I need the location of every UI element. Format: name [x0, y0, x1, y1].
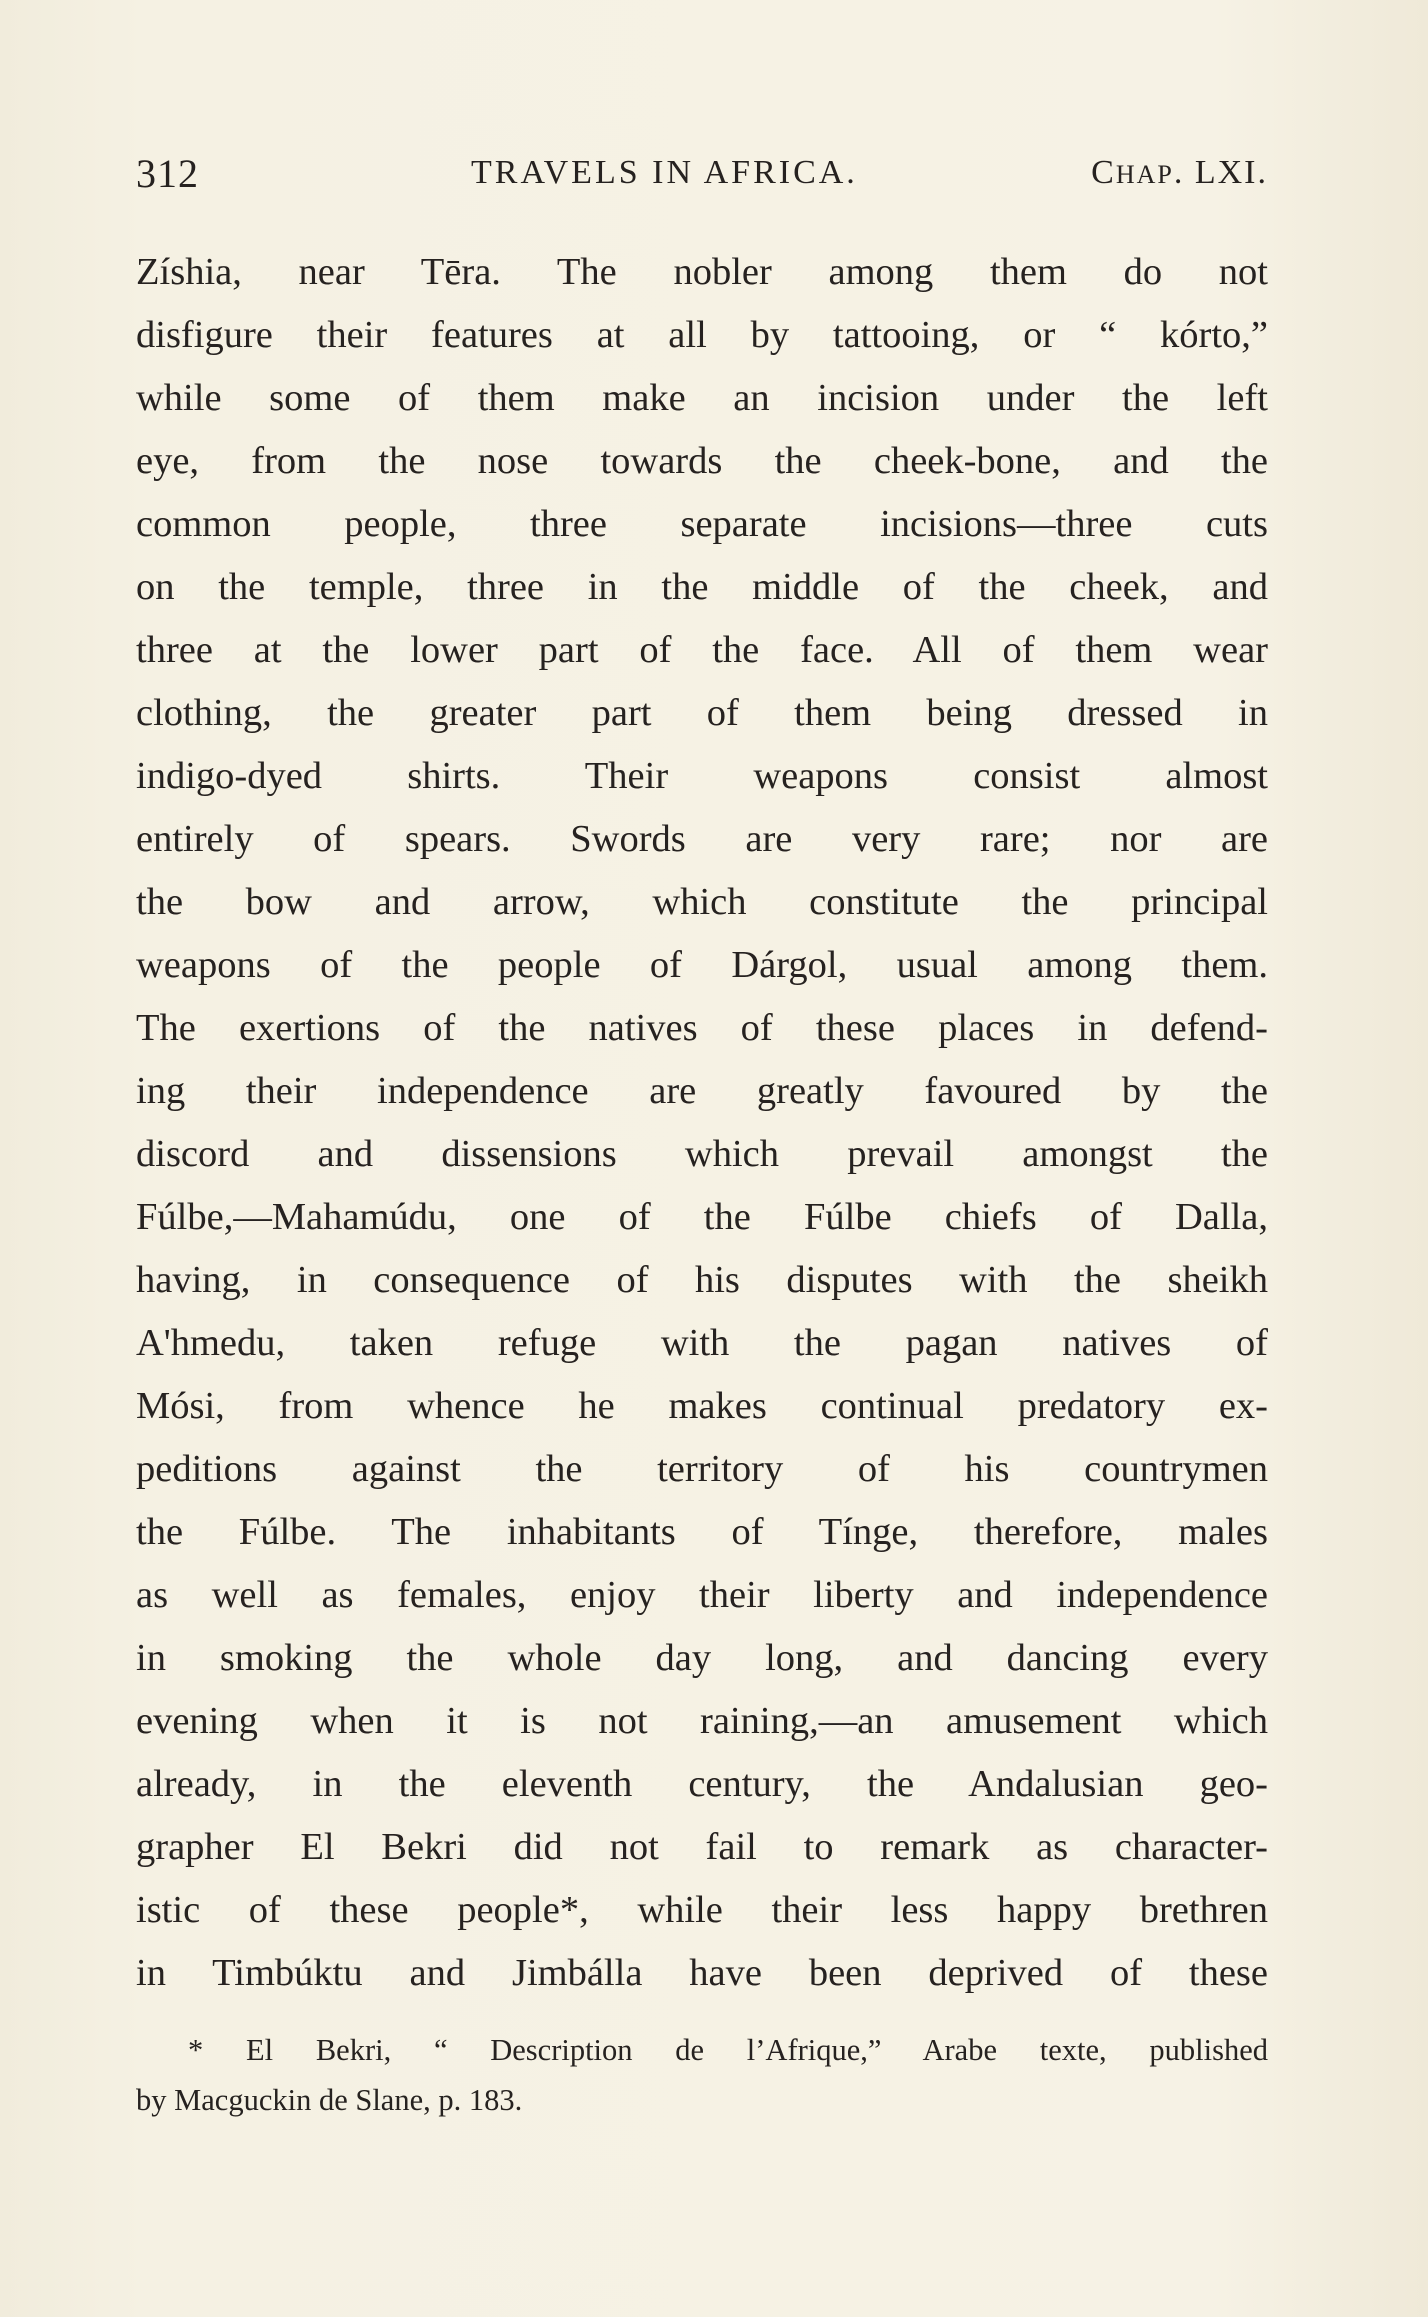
page-number: 312	[136, 151, 199, 196]
text-line: as well as females, enjoy their liberty and independence	[136, 1574, 1268, 1616]
footnote-line: by Macguckin de Slane, p. 183.	[136, 2083, 523, 2117]
text-line: disfigure their features at all by tattooing, or “ kórto,”	[136, 314, 1268, 356]
text-line: on the temple, three in the middle of the cheek, and	[136, 566, 1268, 608]
chapter-label	[1091, 154, 1268, 192]
text-line: the Fúlbe. The inhabitants of Tínge, therefore, males	[136, 1511, 1268, 1553]
text-line: in Timbúktu and Jimbálla have been deprived of these	[136, 1952, 1268, 1994]
body-text	[136, 241, 1268, 2005]
text-line: while some of them make an incision under the left	[136, 377, 1268, 419]
text-line: indigo-dyed shirts. Their weapons consist almost	[136, 755, 1268, 797]
text-line: having, in consequence of his disputes with the sheikh	[136, 1259, 1268, 1301]
text-line: Mósi, from whence he makes continual predatory ex-	[136, 1385, 1268, 1427]
text-line: A'hmedu, taken refuge with the pagan natives of	[136, 1322, 1268, 1364]
footnote	[136, 2025, 1268, 2125]
text-line: in smoking the whole day long, and dancing every	[136, 1637, 1268, 1679]
text-line: three at the lower part of the face. All of them wear	[136, 629, 1268, 671]
text-line: Zíshia, near Tēra. The nobler among them do not	[136, 251, 1268, 293]
text-line: clothing, the greater part of them being dressed in	[136, 692, 1268, 734]
chapter-smallcaps: HAP	[1115, 160, 1174, 189]
running-title: TRAVELS IN AFRICA.	[471, 154, 858, 191]
footnote-line: * El Bekri, “ Description de l’Afrique,” Arabe texte, published	[188, 2033, 1268, 2067]
text-line: already, in the eleventh century, the Andalusian geo-	[136, 1763, 1268, 1805]
text-line: weapons of the people of Dárgol, usual among them.	[136, 944, 1268, 986]
text-line: discord and dissensions which prevail amongst the	[136, 1133, 1268, 1175]
text-line: The exertions of the natives of these places in defend-	[136, 1007, 1268, 1049]
text-line: the bow and arrow, which constitute the principal	[136, 881, 1268, 923]
text-line: istic of these people*, while their less happy brethren	[136, 1889, 1268, 1931]
text-line: grapher El Bekri did not fail to remark as character-	[136, 1826, 1268, 1868]
text-line: common people, three separate incisions—three cuts	[136, 503, 1268, 545]
text-line: ing their independence are greatly favoured by the	[136, 1070, 1268, 1112]
text-line: peditions against the territory of his countrymen	[136, 1448, 1268, 1490]
text-line: entirely of spears. Swords are very rare; nor are	[136, 818, 1268, 860]
text-line: evening when it is not raining,—an amusement which	[136, 1700, 1268, 1742]
chapter-suffix: . LXI.	[1173, 154, 1268, 191]
page-header	[136, 150, 1268, 200]
chapter-prefix: C	[1091, 154, 1116, 191]
text-line: Fúlbe,—Mahamúdu, one of the Fúlbe chiefs of Dalla,	[136, 1196, 1268, 1238]
text-line: eye, from the nose towards the cheek-bone, and the	[136, 440, 1268, 482]
